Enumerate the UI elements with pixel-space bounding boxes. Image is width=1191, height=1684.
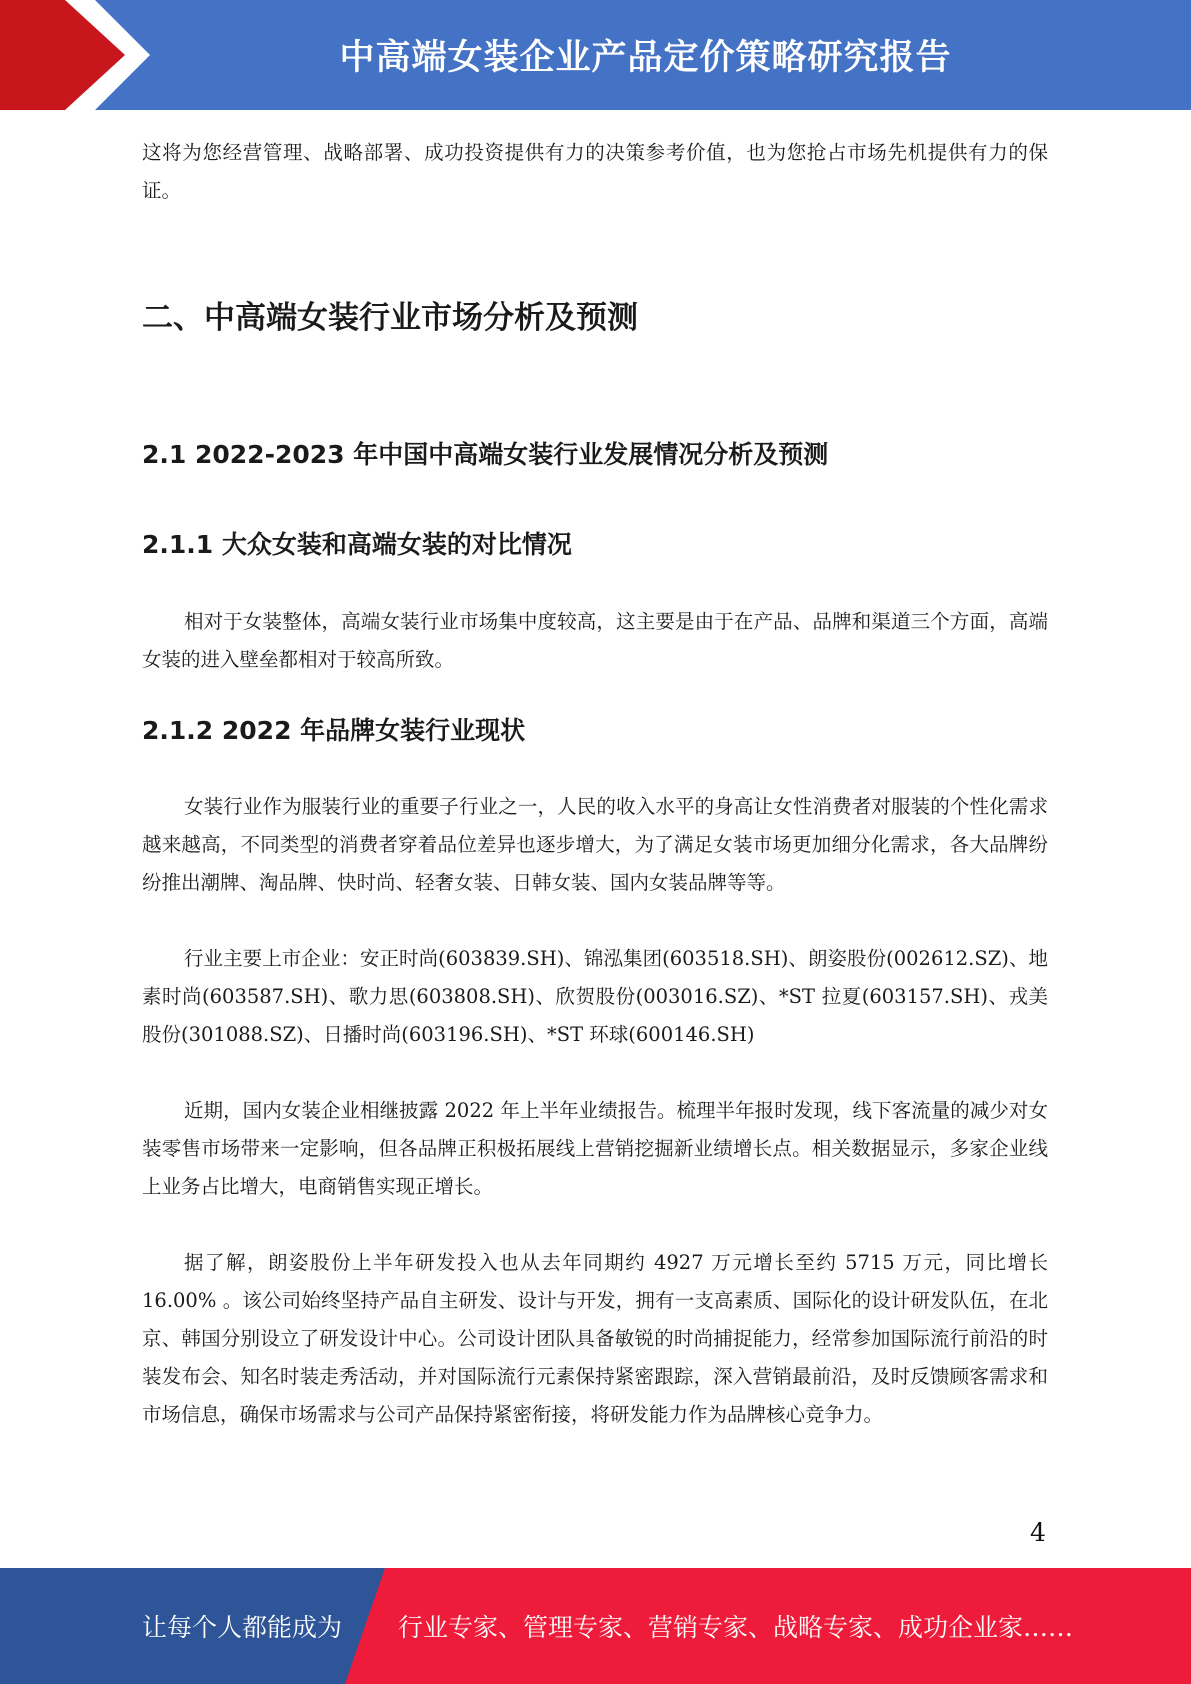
paragraph: 据了解，朗姿股份上半年研发投入也从去年同期约 4927 万元增长至约 5715 万元，同比增长16.00% 。该公司始终坚持产品自主研发、设计与开发，拥有一支高素质、国际化的设计研发队伍，在北京、韩国分别设立了研发设计中心。公司设计团队具备敏锐的时尚捕捉能力，经常参加国际流行前沿的时装发布会、知名时装走秀活动，并对国际流行元素保持紧密跟踪，深入营销最前沿，及时反馈顾客需求和市场信息，确保市场需求与公司产品保持紧密衔接，将研发能力作为品牌核心竞争力。 bbox=[142, 1251, 1048, 1426]
section-heading: 二、中高端女装行业市场分析及预测 bbox=[142, 300, 638, 336]
paragraph: 行业主要上市企业：安正时尚(603839.SH)、锦泓集团(603518.SH)、朗姿股份(002612.SZ)、地素时尚(603587.SH)、歌力思(603808.SH)、欣贺股份(003016.SZ)、*ST 拉夏(603157.SH)、戎美股份(301088.SZ)、日播时尚(603196.SH)、*ST 环球(600146.SH) bbox=[142, 947, 1048, 1046]
section-2-1-2-body bbox=[142, 788, 1048, 1434]
section-2-1-1-body bbox=[142, 603, 1048, 679]
footer-band bbox=[0, 1568, 1191, 1684]
report-title: 中高端女装企业产品定价策略研究报告 bbox=[339, 38, 952, 78]
paragraph: 女装行业作为服装行业的重要子行业之一，人民的收入水平的身高让女性消费者对服装的个性化需求越来越高，不同类型的消费者穿着品位差异也逐步增大，为了满足女装市场更加细分化需求，各大品牌纷纷推出潮牌、淘品牌、快时尚、轻奢女装、日韩女装、国内女装品牌等等。 bbox=[142, 795, 1048, 894]
page-number: 4 bbox=[1030, 1518, 1046, 1547]
header-arrow-decoration bbox=[0, 0, 160, 110]
footer-slogan-left: 让每个人都能成为 bbox=[142, 1613, 343, 1642]
footer-slogan-right: 行业专家、管理专家、营销专家、战略专家、成功企业家…… bbox=[398, 1613, 1074, 1642]
subsection-heading-2-1-1: 2.1.1 大众女装和高端女装的对比情况 bbox=[142, 530, 572, 559]
intro-paragraph: 这将为您经营管理、战略部署、成功投资提供有力的决策参考价值，也为您抢占市场先机提供有力的保证。 bbox=[142, 141, 1048, 202]
paragraph: 相对于女装整体，高端女装行业市场集中度较高，这主要是由于在产品、品牌和渠道三个方面，高端女装的进入壁垒都相对于较高所致。 bbox=[142, 610, 1048, 671]
subsection-heading-2-1: 2.1 2022-2023 年中国中高端女装行业发展情况分析及预测 bbox=[142, 440, 829, 469]
header-band bbox=[0, 0, 1191, 110]
intro-block bbox=[142, 134, 1048, 210]
subsection-heading-2-1-2: 2.1.2 2022 年品牌女装行业现状 bbox=[142, 716, 526, 745]
paragraph: 近期，国内女装企业相继披露 2022 年上半年业绩报告。梳理半年报时发现，线下客流量的减少对女装零售市场带来一定影响，但各品牌正积极拓展线上营销挖掘新业绩增长点。相关数据显示，多家企业线上业务占比增大，电商销售实现正增长。 bbox=[142, 1099, 1048, 1198]
